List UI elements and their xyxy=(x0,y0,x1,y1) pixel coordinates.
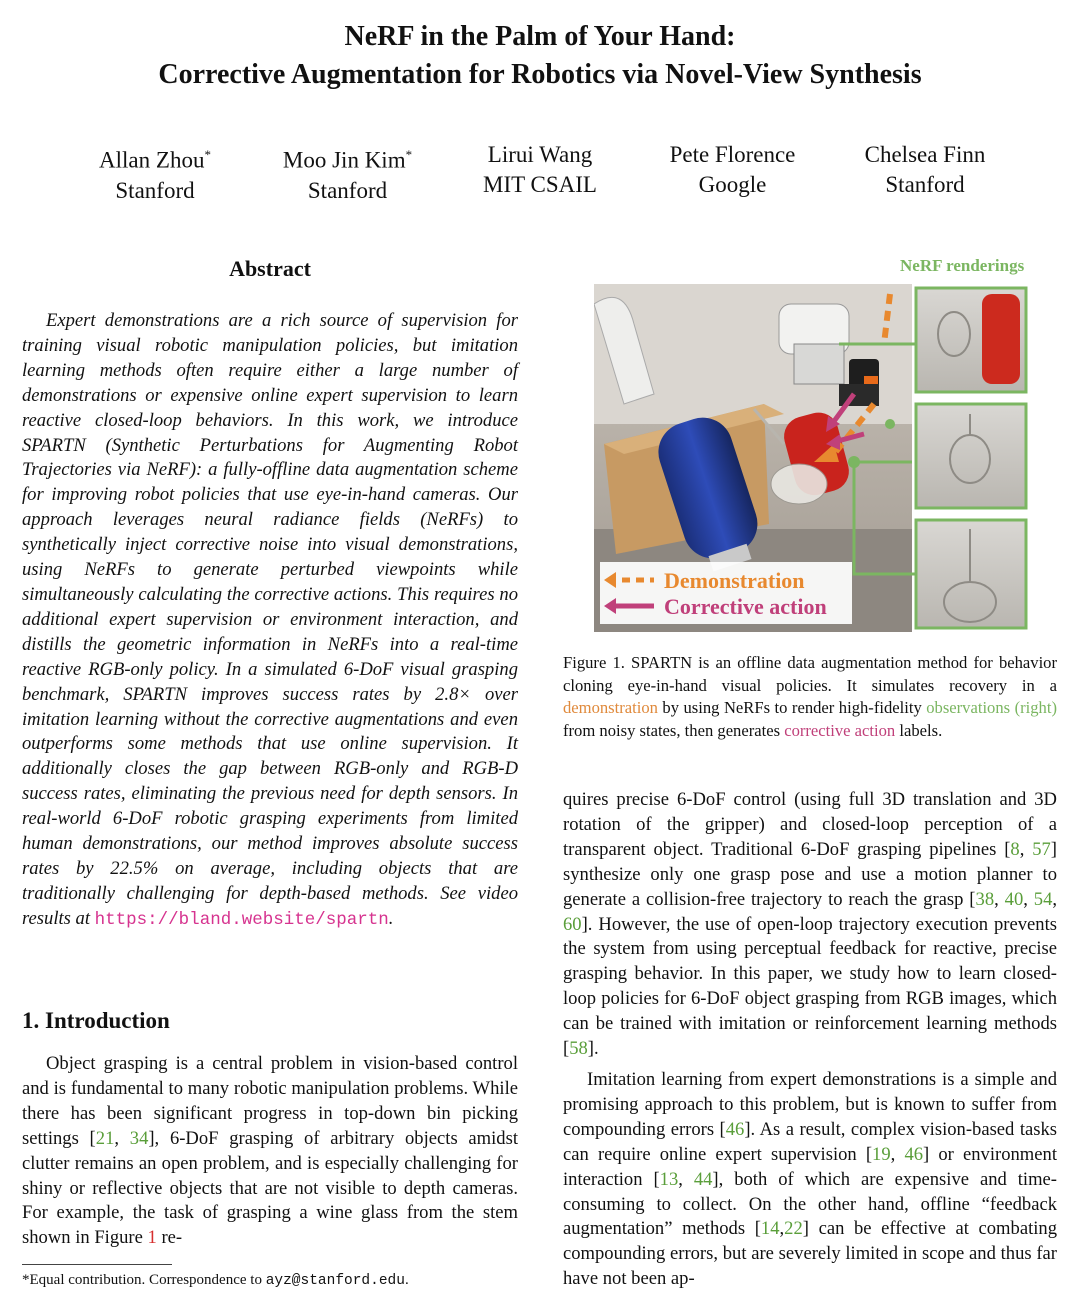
sep: , xyxy=(1019,838,1033,860)
body-text: ] can be effective at combating compounding errors, but are severely limited in scope and thus far have not been ap- xyxy=(563,1218,1057,1290)
caption-demonstration: demonstration xyxy=(563,698,658,718)
caption-corrective-action: corrective action xyxy=(784,720,896,740)
caption-text: Figure 1. SPARTN is an offline data augmentation method for behavior cloning eye-in-hand visual policies. It simulates recovery in a xyxy=(563,653,1057,695)
nerf-renderings-label: NeRF renderings xyxy=(900,256,1025,275)
footnote xyxy=(22,1270,409,1291)
title-line-1: NeRF in the Palm of Your Hand: xyxy=(344,21,736,52)
abstract-heading: Abstract xyxy=(229,256,311,281)
abstract-text xyxy=(22,309,518,933)
figure-1-caption xyxy=(563,652,1057,742)
body-text: ]. xyxy=(587,1038,599,1060)
author-affiliation: Stanford xyxy=(885,172,965,197)
citation-link[interactable]: 34 xyxy=(129,1127,149,1149)
sep: , xyxy=(1052,888,1058,910)
author-name: Moo Jin Kim xyxy=(282,147,406,173)
intro-paragraph xyxy=(22,1052,518,1251)
email-link[interactable]: ayz@stanford.edu xyxy=(265,1273,405,1289)
title-line-2: Corrective Augmentation for Robotics via Novel-View Synthesis xyxy=(158,59,922,90)
author-name: Allan Zhou xyxy=(99,147,205,173)
citation-link[interactable]: 46 xyxy=(904,1143,924,1165)
author-affiliation: MIT CSAIL xyxy=(483,172,597,197)
author-1 xyxy=(60,140,250,206)
citation-link[interactable]: 40 xyxy=(1004,888,1024,910)
project-url-link[interactable]: https://bland.website/spartn xyxy=(94,909,389,930)
sep: , xyxy=(1023,888,1034,910)
body-text: ] synthesize only one grasp pose and use a motion planner to generate a collision-free trajectory to reach the grasp [ xyxy=(563,838,1057,910)
author-mark: * xyxy=(204,147,211,162)
author-mark: * xyxy=(405,147,413,162)
citation-link[interactable]: 8 xyxy=(1010,838,1020,860)
footnote-end: . xyxy=(404,1272,409,1288)
body-text: ]. However, the use of open-loop trajectory execution prevents the system from using perceptual feedback for reactive, precise grasping behavior. In this paper, we study how to learn closed-loop policies for 6-DoF object grasping from RGB images, which can be trained with imitation or reinforcement learning methods [ xyxy=(563,913,1057,1060)
section-heading-introduction: 1. Introduction xyxy=(22,1008,170,1033)
citation-link[interactable]: 58 xyxy=(569,1038,588,1060)
citation-link[interactable]: 46 xyxy=(725,1118,745,1140)
wine-glass xyxy=(771,464,827,504)
citation-link[interactable]: 54 xyxy=(1033,888,1053,910)
author-name: Chelsea Finn xyxy=(864,142,986,167)
intro-text: ], 6-DoF grasping of arbitrary objects amidst clutter remains an open problem, and is especially challenging for shiny or reflective objects that are not visible to depth cameras. For example, the task of grasping a wine glass from the stem shown in Figure xyxy=(22,1127,519,1249)
citation-link[interactable]: 19 xyxy=(872,1143,891,1165)
author-affiliation: Google xyxy=(698,172,767,197)
author-4 xyxy=(638,140,828,206)
citation-link[interactable]: 21 xyxy=(95,1127,115,1149)
legend-corrective-action: Corrective action xyxy=(664,594,827,619)
figure-1-image xyxy=(594,284,1030,632)
footnote-text: *Equal contribution. Correspondence to xyxy=(22,1272,266,1288)
citation-link[interactable]: 14 xyxy=(760,1218,780,1240)
author-3 xyxy=(445,140,635,206)
body-text: ] or environment interaction [ xyxy=(563,1143,1057,1190)
right-paragraph-2 xyxy=(563,1068,1057,1292)
footnote-divider xyxy=(22,1264,172,1265)
caption-text: labels. xyxy=(895,720,943,740)
author-list xyxy=(60,140,1020,206)
sep: , xyxy=(779,1218,785,1240)
sep: , xyxy=(114,1127,130,1149)
body-text: ], both of which are expensive and time-consuming to collect. On the other hand, offline “feedback augmentation” methods [ xyxy=(563,1168,1057,1240)
right-paragraph-1 xyxy=(563,788,1057,1062)
sep: , xyxy=(890,1143,905,1165)
caption-text: by using NeRFs to render high-fidelity xyxy=(657,698,927,718)
citation-link[interactable]: 57 xyxy=(1032,838,1051,860)
intro-text: re- xyxy=(156,1227,183,1249)
body-text: quires precise 6-DoF control (using full 3D translation and 3D rotation of the gripper) and closed-loop perception of a transparent object. Traditional 6-DoF grasping pipelines [ xyxy=(563,789,1057,860)
author-name: Lirui Wang xyxy=(487,142,593,167)
paper-title xyxy=(0,18,1080,94)
abstract-end: . xyxy=(388,907,394,929)
right-column-body xyxy=(563,788,1057,1292)
author-name: Pete Florence xyxy=(669,142,796,167)
caption-observations: observations (right) xyxy=(926,698,1057,718)
figure-ref-link[interactable]: 1 xyxy=(147,1227,157,1249)
citation-link[interactable]: 38 xyxy=(975,888,995,910)
sep: , xyxy=(994,888,1005,910)
body-text: Imitation learning from expert demonstrations is a simple and promising approach to this problem, but is known to suffer from compounding errors [ xyxy=(563,1068,1057,1140)
citation-link[interactable]: 13 xyxy=(659,1168,679,1190)
citation-link[interactable]: 22 xyxy=(784,1218,803,1240)
legend-demonstration: Demonstration xyxy=(664,568,805,593)
citation-link[interactable]: 44 xyxy=(693,1168,713,1190)
sep: , xyxy=(678,1168,694,1190)
author-2 xyxy=(253,140,443,206)
intro-text: Object grasping is a central problem in vision-based control and is fundamental to many robotic manipulation problems. While there has been significant progress in top-down bin picking settings [ xyxy=(22,1053,518,1149)
author-affiliation: Stanford xyxy=(307,177,388,203)
abstract-body: Expert demonstrations are a rich source of supervision for training visual robotic manipulation policies, but imitation learning methods often require either a large number of demonstrations or expensive online expert supervision to learn reactive closed-loop behaviors. In this work, we introduce SPARTN (Synthetic Perturbations for Augmenting Robot Trajectories via NeRF): a fully-offline data augmentation scheme for improving robot policies that use eye-in-hand cameras. Our approach leverages neural radiance fields (NeRFs) to synthetically inject corrective noise into visual demonstrations, using NeRFs to generate perturbed viewpoints while simultaneously calculating the corrective actions. This requires no additional expert supervision or environment interaction, and distills the geometric information in NeRFs into a real-time reactive RGB-only policy. In a simulated 6-DoF visual grasping benchmark, SPARTN improves success rates by 2.8× over imitation learning without the corrective augmentations and even outperforms some methods that use online supervision. It additionally closes the gap between RGB-only and RGB-D success rates, eliminating the previous need for depth sensors. In real-world 6-DoF robotic grasping experiments from limited human demonstrations, our method improves absolute success rates by 22.5% on average, including objects that are traditionally challenging for depth-based methods. See video results at xyxy=(22,310,518,929)
author-affiliation: Stanford xyxy=(115,177,195,203)
caption-text: from noisy states, then generates xyxy=(563,720,785,740)
citation-link[interactable]: 60 xyxy=(563,913,582,935)
author-5 xyxy=(830,140,1020,206)
body-text: ]. As a result, complex vision-based tasks can require online expert supervision [ xyxy=(563,1118,1058,1165)
